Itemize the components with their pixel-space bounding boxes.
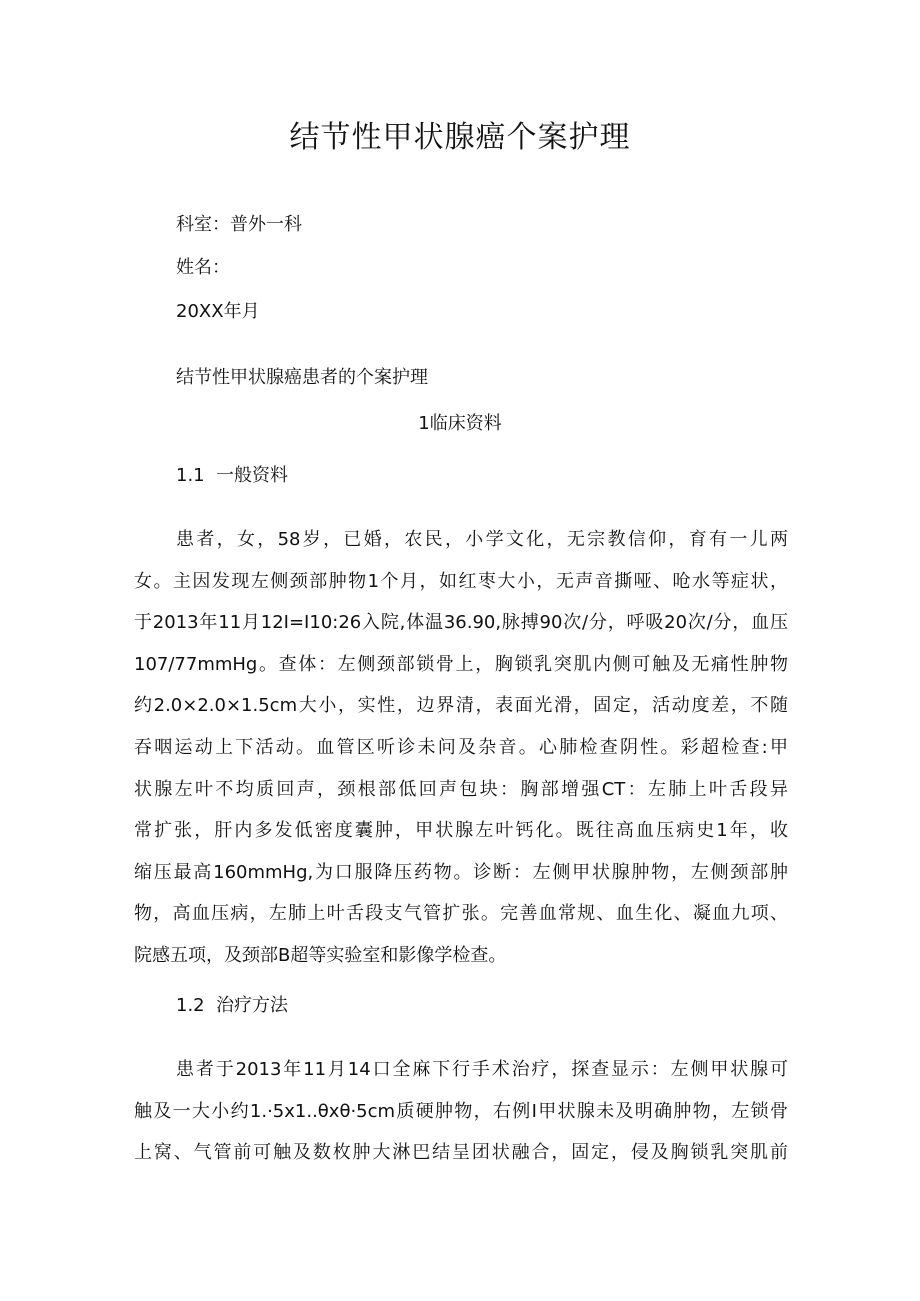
paragraph-line: 状腺左叶不均质回声，颈根部低回声包块：胸部增强CT：左肺上叶舌段异 [134,778,788,800]
paragraph-line: 院感五项，及颈部B超等实验室和影像学检查。 [134,944,507,966]
subsection-heading-treatment [176,994,288,1018]
date-line: 20XX年月 [176,301,260,322]
paragraph-line: 缩压最高160mmHg,为口服降压药物。诊断：左侧甲状腺肿物，左侧颈部肿 [134,861,788,883]
subsection-heading-general-data [176,464,288,488]
name-line: 姓名： [176,257,230,278]
subsection-label: 一般资料 [216,465,288,486]
paragraph-line: 物，高血压病，左肺上叶舌段支气管扩张。完善血常规、血生化、凝血九项、 [134,903,788,925]
paragraph-line: 约2.0×2.0×1.5cm大小，实性，边界清，表面光滑，固定，活动度差，不随 [134,695,788,717]
subsection-label: 治疗方法 [216,995,288,1016]
paragraph-line: 患者，女，58岁，已婚，农民，小学文化，无宗教信仰，育有一儿两 [176,529,788,550]
paragraph-line: 于2013年11月12I=I10:26入院,体温36.90,脉搏90次/分，呼吸20次/分，血压 [134,612,788,634]
document-title: 结节性甲状腺癌个案护理 [289,120,631,155]
paragraph-line: 患者于2013年11月14口全麻下行手术治疗，探查显示：左侧甲状腺可 [176,1059,788,1080]
treatment-paragraph [134,1049,788,1174]
paragraph-line: 常扩张，肝内多发低密度囊肿，甲状腺左叶钙化。既往高血压病史1年，收 [134,820,788,842]
paragraph-line: 107/77mmHg。查体：左侧颈部锁骨上，胸锁乳突肌内侧可触及无痛性肿物 [134,653,788,675]
paragraph-line: 吞咽运动上下活动。血管区听诊未问及杂音。心肺检查阴性。彩超检查:甲 [134,736,788,758]
paragraph-line: 女。主因发现左侧颈部肿物1个月，如红枣大小，无声音撕哑、呛水等症状， [134,570,788,592]
subsection-number: 1.1 [176,465,205,486]
document-subtitle: 结节性甲状腺癌患者的个案护理 [176,367,428,388]
general-data-paragraph [134,519,788,977]
subsection-number: 1.2 [176,995,205,1016]
section-heading-clinical-data: 1临床资料 [418,413,502,434]
paragraph-line: 触及一大小约1.·5x1..θxθ·5cm质硬肿物，右例I甲状腺未及明确肿物，左锁骨 [134,1100,788,1122]
paragraph-line: 上窝、气管前可触及数枚肿大淋巴结呈团状融合，固定，侵及胸锁乳突肌前 [134,1142,788,1164]
department-line: 科室：普外一科 [176,214,302,235]
